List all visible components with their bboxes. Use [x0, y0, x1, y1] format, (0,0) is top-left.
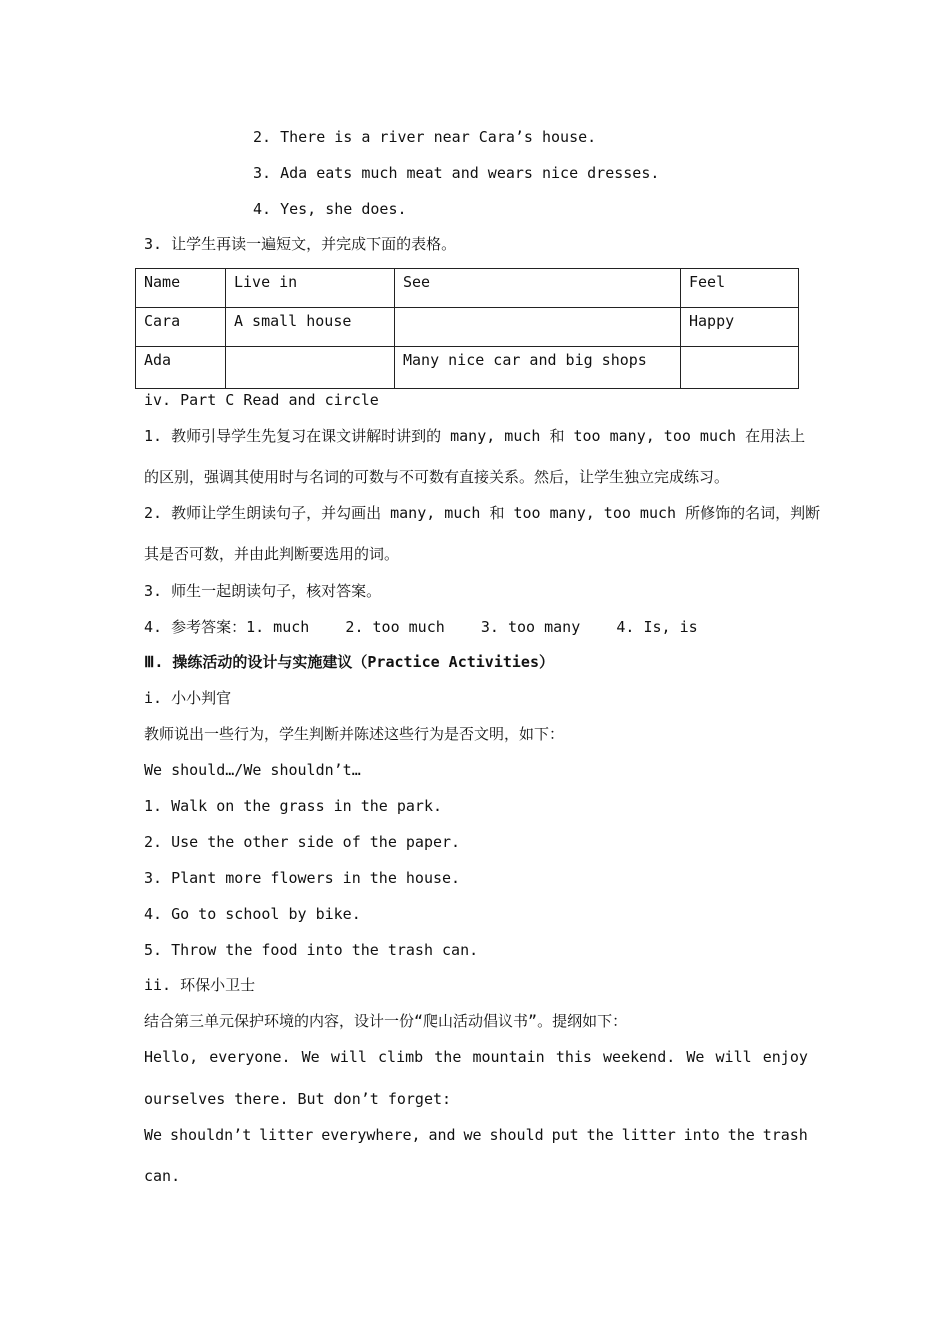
table-cell: A small house: [226, 308, 395, 347]
activity1-item: 4. Go to school by bike.: [144, 905, 361, 923]
answer-4: 4. Yes, she does.: [253, 200, 407, 218]
table-cell: Many nice car and big shops: [395, 347, 681, 389]
table-header-cell: Feel: [681, 269, 799, 308]
part-c-step2-line1: 2. 教师让学生朗读句子，并勾画出 many, much 和 too many, too much 所修饰的名词，判断: [144, 504, 821, 522]
activity1-intro: 教师说出一些行为，学生判断并陈述这些行为是否文明，如下：: [144, 725, 565, 743]
activity2-paragraph2-line1: [144, 1125, 808, 1145]
word: mountain: [472, 1048, 545, 1066]
word: will: [715, 1048, 752, 1066]
word: will: [330, 1048, 367, 1066]
activity2-title: ii. 环保小卫士: [144, 976, 256, 994]
table-cell: [395, 308, 681, 347]
activity1-item: 1. Walk on the grass in the park.: [144, 797, 443, 815]
part-c-heading: iv. Part C Read and circle: [144, 391, 379, 409]
activity2-intro: 结合第三单元保护环境的内容，设计一份“爬山活动倡议书”。提纲如下：: [144, 1012, 628, 1030]
table-cell: Happy: [681, 308, 799, 347]
word: the: [586, 1126, 614, 1144]
activity1-item: 5. Throw the food into the trash can.: [144, 941, 479, 959]
activity2-paragraph1-line1: [144, 1047, 808, 1067]
word: should: [489, 1126, 544, 1144]
word: everyone.: [209, 1048, 291, 1066]
table-cell: [226, 347, 395, 389]
word: weekend.: [603, 1048, 676, 1066]
table-header-cell: Name: [136, 269, 226, 308]
reading-table: [135, 268, 799, 389]
table-row: [136, 308, 799, 347]
word: litter: [621, 1126, 676, 1144]
word: enjoy: [762, 1048, 808, 1066]
word: litter: [259, 1126, 314, 1144]
word: shouldn’t: [169, 1126, 252, 1144]
word: and: [428, 1126, 456, 1144]
table-header-row: [136, 269, 799, 308]
word: the: [727, 1126, 755, 1144]
activity1-item: 2. Use the other side of the paper.: [144, 833, 461, 851]
word: Hello,: [144, 1048, 199, 1066]
activity1-pattern: We should…/We shouldn’t…: [144, 761, 361, 779]
table-header-cell: See: [395, 269, 681, 308]
table-row: [136, 347, 799, 389]
word: into: [683, 1126, 720, 1144]
activity2-paragraph2-line2: can.: [144, 1167, 181, 1185]
word: We: [686, 1048, 705, 1066]
word: We: [301, 1048, 320, 1066]
word: we: [463, 1126, 482, 1144]
part-c-step1-line2: 的区别，强调其使用时与名词的可数与不可数有直接关系。然后，让学生独立完成练习。: [144, 468, 730, 486]
table-cell: [681, 347, 799, 389]
table-header-cell: Live in: [226, 269, 395, 308]
word: this: [555, 1048, 592, 1066]
answer-2: 2. There is a river near Cara’s house.: [253, 128, 597, 146]
word: trash: [762, 1126, 808, 1144]
step3-instruction: 3. 让学生再读一遍短文，并完成下面的表格。: [144, 235, 457, 253]
activity1-item: 3. Plant more flowers in the house.: [144, 869, 461, 887]
answer-3: 3. Ada eats much meat and wears nice dresses.: [253, 164, 660, 182]
activity1-title: i. 小小判官: [144, 689, 232, 707]
activity2-paragraph1-line2: ourselves there. But don’t forget:: [144, 1090, 452, 1108]
part-c-step1-line1: 1. 教师引导学生先复习在课文讲解时讲到的 many, much 和 too many, too much 在用法上: [144, 427, 806, 445]
word: the: [434, 1048, 462, 1066]
section3-heading: Ⅲ. 操练活动的设计与实施建议（Practice Activities）: [144, 653, 554, 671]
part-c-step3: 3. 师生一起朗读句子，核对答案。: [144, 582, 382, 600]
word: everywhere,: [321, 1126, 421, 1144]
part-c-step4-answers: 4. 参考答案：1. much 2. too much 3. too many 4. Is, is: [144, 618, 698, 636]
word: climb: [378, 1048, 424, 1066]
word: put: [551, 1126, 579, 1144]
part-c-step2-line2: 其是否可数，并由此判断要选用的词。: [144, 545, 400, 563]
table-cell: Ada: [136, 347, 226, 389]
word: We: [144, 1126, 163, 1144]
table-cell: Cara: [136, 308, 226, 347]
